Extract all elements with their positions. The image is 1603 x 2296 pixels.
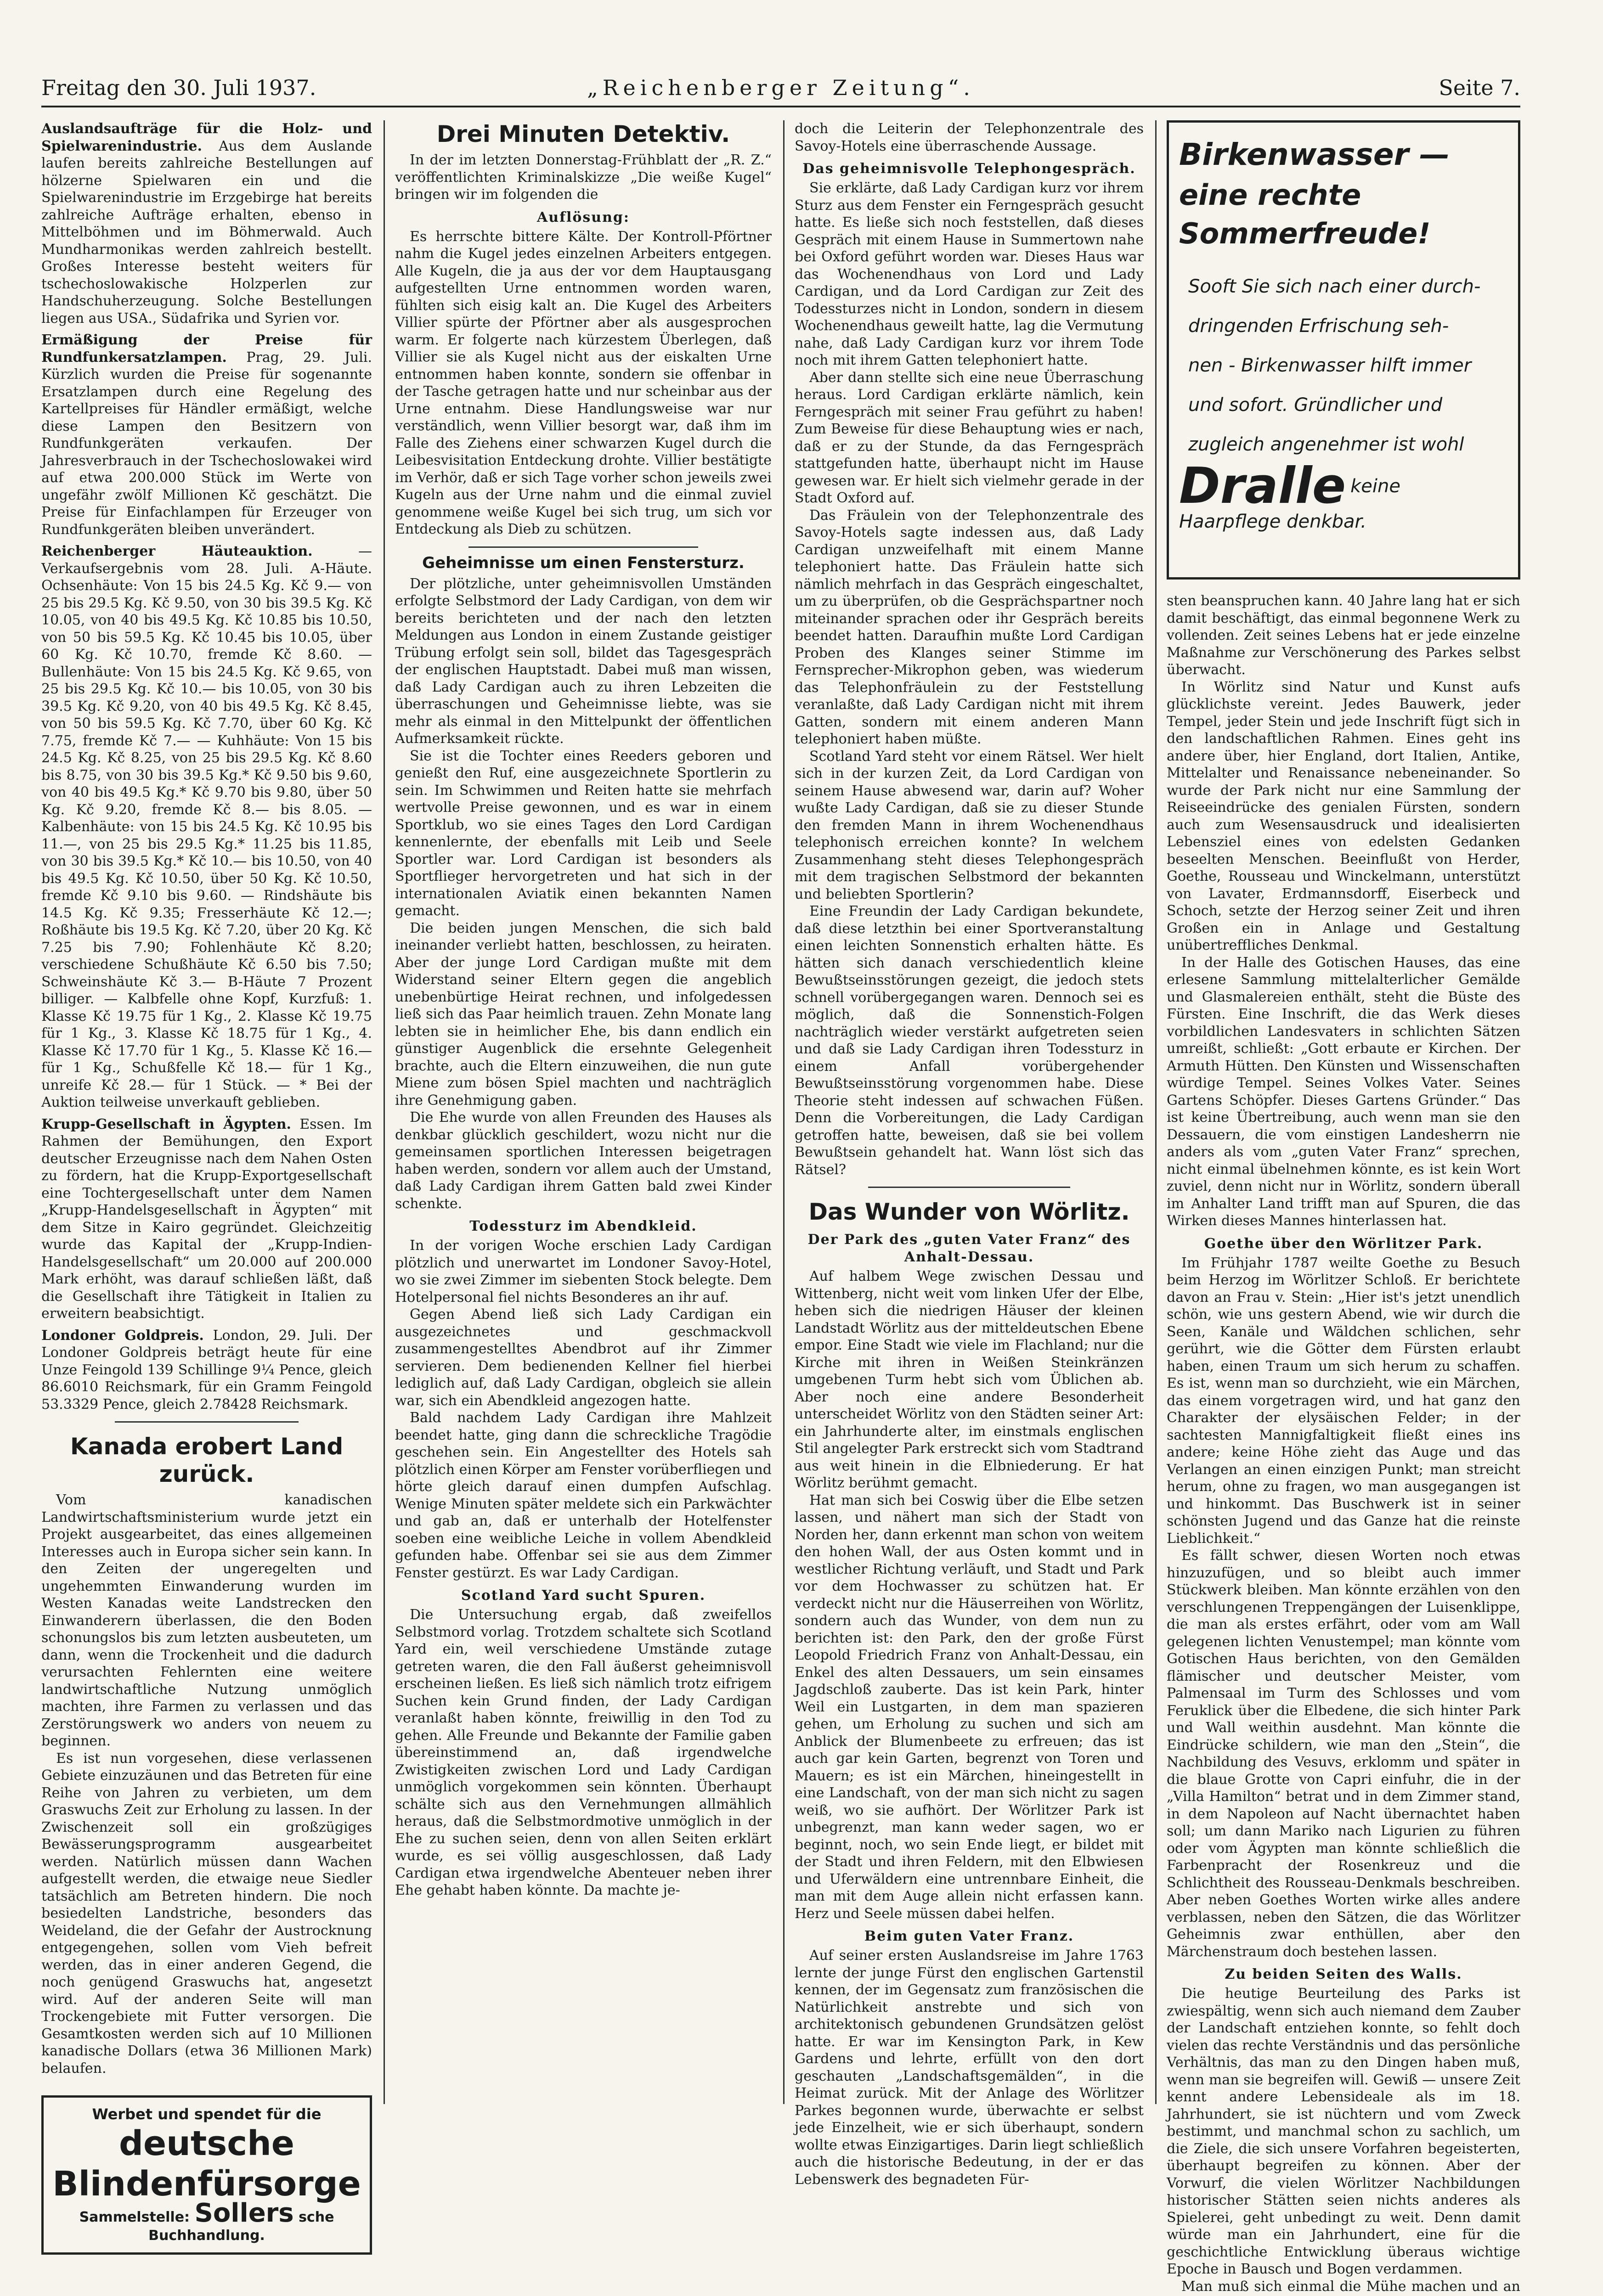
article-paragraph: Die Ehe wurde von allen Freunden des Hauses als denkbar glücklich geschildert, wozu nicht nur die gemeinsamen sportlichen Interessen beigetragen haben werden, sondern vor allem auch der Umstand, daß Lady Cardigan ihrem Gatten bald zwei Kinder schenkte. (395, 1109, 772, 1212)
ad-headline: Birkenwasser — (1179, 134, 1508, 176)
article-paragraph: Das Fräulein von der Telephonzentrale des Savoy-Hotels sagte indessen aus, daß Lady Cardigan unzweifelhaft mit einem Manne telephoniert hatte. Das Fräulein hatte sich nämlich mehrfach in das Gespräch eingeschaltet, um zu überprüfen, ob die Gesprächspartner noch miteinander sprachen oder ihr Gespräch bereits beendet hatten. Daraufhin mußte Lord Cardigan Proben des Klanges seiner Stimme im Fernsprecher-Mikrophon geben, was wiederum das Telephonfräulein zu der Feststellung veranlaßte, daß Lady Cardigan nicht mit ihrem Gatten, sondern mit einem anderen Mann telephoniert haben müßte. (795, 507, 1144, 748)
header-date: Freitag den 30. Juli 1937. (41, 75, 316, 100)
header-paper-name: „Reichenberger Zeitung“. (41, 75, 1520, 100)
advertisement-birkenwasser (1167, 120, 1520, 580)
article-paragraph: Eine Freundin der Lady Cardigan bekundete, daß diese letzthin bei einer Sportveranstaltung einen leichten Sonnenstich erhalten hätte. Es hätten sich danach verschiedentlich kleine Bewußtseinsstörungen gezeigt, die jedoch stets schnell vorübergegangen waren. Dennoch sei es möglich, daß die Sonnenstich-Folgen nachträglich wieder verstärkt aufgetreten seien und daß sie Lady Cardigan ihren Todessturz in einem Anfall vorübergehender Bewußtseinsstörung vorgenommen habe. Diese Theorie steht indessen auf schwachen Füßen. Denn die Vorbereitungen, die Lady Cardigan getroffen hatte, beweisen, daß sie bei vollem Bewußtsein gehandelt hat. Wann löst sich das Rätsel? (795, 903, 1144, 1178)
article-paragraph: Hat man sich bei Coswig über die Elbe setzen lassen, und nähert man sich der Stadt von Norden her, dann erkennt man schon von weitem den hohen Wall, der aus Osten kommt und in westlicher Richtung verläuft, und Stadt und Park vor dem Hochwasser zu schützen hat. Er verdeckt nicht nur die Häuserreihen von Wörlitz, sondern auch das Wunder, von dem nun zu berichten ist: den Park, den der große Fürst Leopold Friedrich Franz von Anhalt-Dessau, ein Enkel des alten Dessauers, um sein einsames Jagdschloß zauberte. Das ist kein Park, hinter Weil ein Lustgarten, in dem man spazieren gehen, um Erholung zu suchen und sich am Anblick der Blumenbeete zu erfreuen; das ist auch gar kein Garten, begrenzt von Toren und Mauern; es ist ein Märchen, hineingestellt in eine Landschaft, von der man sich nicht zu sagen weiß, wo sie aufhört. Der Wörlitzer Park ist unbegrenzt, man kann weder sagen, wo er beginnt, noch, wo sein Ende liegt, er bildet mit der Stadt und ihren Feldern, mit den Elbwiesen und Uferwäldern eine untrennbare Einheit, die man mit dem Auge allein nicht erfassen kann. Herz und Seele müssen dabei helfen. (795, 1492, 1144, 1923)
article-paragraph: Es herrschte bittere Kälte. Der Kontroll-Pförtner nahm die Kugel jedes einzelnen Arbeiters entgegen. Alle Kugeln, die ja aus der vor dem Hauptausgang aufgestellten Urne entnommen worden waren, fühlten sich eisig kalt an. Die Kugel des Arbeiters Villier spürte der Pförtner aber als ausgesprochen warm. Er folgerte nach kürzestem Überlegen, daß Villier sie als Kugel nicht aus der eiskalten Urne entnommen haben konnte, sondern sie offenbar in der Tasche getragen hatte und nur scheinbar aus der Urne entnahm. Diese Handlungsweise war nur verständlich, wenn Villier besorgt war, daß ihm im Falle des Ziehens einer schwarzen Kugel durch die Leibesvisitation Entdeckung drohte. Villier bestätigte im Verhör, daß er sich Tage vorher schon jeweils zwei Kugeln aus der Urne nahm und die einmal zuviel genommene weiße Kugel bei sich trug, um sich vor Entdeckung als Dieb zu schützen. (395, 228, 772, 538)
article-paragraph: In der im letzten Donnerstag-Frühblatt der „R. Z.“ veröffentlichten Kriminalskizze „Die weiße Kugel“ bringen wir im folgenden die (395, 152, 772, 203)
ad-title: deutsche Blindenfürsorge (49, 2123, 364, 2204)
column-woerlitz-continued (1167, 592, 1520, 2296)
column-economy (41, 120, 372, 2255)
subheading-park: Der Park des „guten Vater Franz“ des Anhalt-Dessau. (795, 1231, 1144, 1266)
column-detective (395, 120, 772, 1899)
ad-line: nen - Birkenwasser hilft immer (1188, 346, 1508, 385)
ad-line: Sammelstelle: Sollers sche Buchhandlung. (49, 2204, 364, 2245)
article-paragraph: Sie erklärte, daß Lady Cardigan kurz vor ihrem Sturz aus dem Fenster ein Ferngespräch gesucht hatte. Es ließe sich noch feststellen, daß dieses Gespräch mit einem Hause in Summertown nahe bei Oxford geführt worden war. Dieses Haus war das Wochenendhaus von Lord und Lady Cardigan, und da Lord Cardigan zur Zeit des Todessturzes nicht in London, sondern in diesem Wochenendhaus geweilt hatte, lag die Vermutung nahe, daß Lady Cardigan kurz vor ihrem Tode noch mit ihrem Gatten telephoniert hatte. (795, 180, 1144, 369)
article-paragraph: Vom kanadischen Landwirtschaftsministerium wurde jetzt ein Projekt ausgearbeitet, das eines allgemeinen Interesses auch in Europa sicher sein kann. In den Zeiten der ungeregelten und ungehemmten Einwanderung wurden im Westen Kanadas weite Landstrecken den Einwanderern überlassen, die den Boden schonungslos bis zum letzten ausbeuteten, um dann, wenn die Trockenheit und die dadurch verursachten Fehlernten eine weitere landwirtschaftliche Nutzung unmöglich machten, ihre Farmen zu verlassen und das Zerstörungswerk wo anders von neuem zu beginnen. (41, 1491, 372, 1750)
subheading-aufloesung: Auflösung: (395, 209, 772, 226)
subheading-goethe: Goethe über den Wörlitzer Park. (1167, 1235, 1520, 1253)
article-paragraph: Scotland Yard steht vor einem Rätsel. Wer hielt sich in der kurzen Zeit, da Lord Cardigan von seinem Hause abwesend war, darin auf? Woher wußte Lady Cardigan, daß sie zu dieser Stunde den fremden Mann in ihrem Wochenendhaus telephonisch erreichen konnte? In welchem Zusammenhang steht dieses Telephongespräch mit dem tragischen Selbstmord der bekannten und beliebten Sportlerin? (795, 748, 1144, 903)
article-paragraph: Es fällt schwer, diesen Worten noch etwas hinzuzufügen, und so bleibt auch immer Stückwerk bleiben. Man könnte erzählen von den verschlungenen Treppengängen der Luisenklippe, die man als erstes erfährt, oder vom am Wall gelegenen lichten Venustempel; man könnte vom Gotischen Haus berichten, von den Gemälden flämischer und deutscher Meister, vom Palmensaal im Turm des Schlosses und vom Feruklick über die Elbedene, die sich hinter Park und Wall weithin ausdehnt. Man könnte die Eindrücke schildern, wie man den „Stein“, die Nachbildung des Vesuvs, erklomm und später in die blaue Grotte von Capri einfuhr, die in der „Villa Hamilton“ betrat und in dem Zimmer stand, in dem Napoleon auf Nacht übernachtet haben soll; um dann Mariko nach Ligurien zu führen oder vom Ägypten man könnte schließlich die Farbenpracht der Rosenkreuz und die Schlichtheit des Rousseau-Denkmals beschreiben. Aber neben Goethes Worten wirke alles andere verblassen, neben den Sätzen, die das Wörlitzer Geheimnis zwar enthüllen, aber den Märchenstraum doch bestehen lassen. (1167, 1547, 1520, 1960)
subheading-todessturz: Todessturz im Abendkleid. (395, 1218, 772, 1235)
article-paragraph: Londoner Goldpreis. London, 29. Juli. Der Londoner Goldpreis beträgt heute für eine Unze Feingold 139 Schillinge 9¼ Pence, gleich 86.6010 Reichsmark, für ein Gramm Feingold 53.3329 Pence, gleich 2.78428 Reichsmark. (41, 1327, 372, 1413)
headline-woerlitz: Das Wunder von Wörlitz. (795, 1198, 1144, 1226)
article-paragraph: In der Halle des Gotischen Hauses, das eine erlesene Sammlung mittelalterlicher Gemälde und Glasmalereien enthält, steht die Büste des Fürsten. Eine Inschrift, die das Werk dieses vorbildlichen Landesvaters in schlichten Sätzen umreißt, schließt: „Gott erbaute er Kirchen. Der Armuth Hütten. Den Künsten und Wissenschaften würdige Tempel. Seines Volkes Vater. Seines Gartens Schöpfer. Dieses Gartens Gründer.“ Das ist keine Übertreibung, auch wenn man sie den Dessauern, die vom einstigen Landesherrn nie anders als vom „guten Vater Franz“ sprechen, nicht einmal übelnehmen könnte, es ist kein Wort zuviel, denn nicht nur in Wörlitz, sondern überall im Anhalter Land trifft man auf Spuren, die das Wirken dieses Mannes hinterlassen hat. (1167, 954, 1520, 1230)
subheading-telephongespraech: Das geheimnisvolle Telephongespräch. (795, 160, 1144, 178)
ad-brand-line (1179, 461, 1508, 532)
article-paragraph: Sie ist die Tochter eines Reeders geboren und genießt den Ruf, eine ausgezeichnete Sportlerin zu sein. Im Schwimmen und Reiten hatte sie mehrfach wertvolle Preise gewonnen, und es war in einem Sportklub, wo sie eines Tages den Lord Cardigan kennenlernte, der ebenfalls mit Leib und Seele Sportler war. Lord Cardigan ist besonders als Sportflieger hervorgetreten und hat sich in der internationalen Aviatik einen bekannten Namen gemacht. (395, 748, 772, 920)
article-paragraph: Bald nachdem Lady Cardigan ihre Mahlzeit beendet hatte, ging dann die schreckliche Tragödie geschehen sein. Ein Angestellter des Hotels sah plötzlich einen Körper am Fenster vorüberfliegen und hörte gleich darauf einen dumpfen Aufschlag. Wenige Minuten später meldete sich ein Parkwächter und gab an, daß er unterhalb der Hotelfenster soeben eine weibliche Leiche in vollem Abendkleid gefunden habe. Offenbar sei sie aus dem Zimmer Fenster gestürzt. Es war Lady Cardigan. (395, 1409, 772, 1581)
subheading-vater-franz: Beim guten Vater Franz. (795, 1928, 1144, 1945)
column-rule (1155, 120, 1157, 2104)
ad-body (1179, 267, 1508, 464)
article-paragraph: Die Untersuchung ergab, daß zweifellos Selbstmord vorlag. Trotzdem schaltete sich Scotland Yard ein, weil verschiedene Umstände zutage getreten waren, die den Fall äußerst geheimnisvoll erscheinen ließen. Es ließ sich nämlich trotz eifrigem Suchen kein Grund finden, der Lady Cardigan veranlaßt haben könnte, freiwillig in den Tod zu gehen. Alle Freunde und Bekannte der Familie gaben übereinstimmend an, daß irgendwelche Zwistigkeiten zwischen Lord und Lady Cardigan unmöglich vorgekommen sein könnten. Überhaupt schälte sich aus den Vernehmungen allmählich heraus, daß die Selbstmordmotive unmöglich in der Ehe zu suchen seien, denn von allen Seiten erklärt wurde, es sei völlig ausgeschlossen, daß Lady Cardigan etwa irgendwelche Abenteuer neben ihrer Ehe gehabt haben könnte. Da machte je- (395, 1606, 772, 1899)
ad-line: und sofort. Gründlicher und (1188, 385, 1508, 425)
article-paragraph: Im Frühjahr 1787 weilte Goethe zu Besuch beim Herzog im Wörlitzer Schloß. Er berichtete davon an Frau v. Stein: „Hier ist's jetzt unendlich schön, wie uns gestern Abend, wie wir durch die Seen, Kanäle und Wäldchen schlichen, sehr gerührt, wie die Götter dem Fürsten erlaubt haben, einen Traum um sich herum zu schaffen. Es ist, wenn man so durchzieht, wie ein Märchen, das einem vorgetragen wird, und hat ganz den Charakter der elysäischen Felder; in der sachtesten Mannigfaltigkeit fließt eines ins andere; keine Höhe zieht das Auge und das Verlangen an einen einzigen Punkt; man streicht herum, ohne zu fragen, wo man ausgegangen ist und hinkommt. Das Buschwerk ist in seiner schönsten Jugend und das Ganze hat die reinste Lieblichkeit.“ (1167, 1255, 1520, 1548)
advertisement-blindenfuersorge (41, 2095, 372, 2255)
header-page-number: Seite 7. (1439, 75, 1520, 100)
column-rule (783, 120, 785, 2104)
article-paragraph: Auf seiner ersten Auslandsreise im Jahre 1763 lernte der junge Fürst den englischen Gartenstil kennen, der im Gegensatz zum französischen die Natürlichkeit anstrebte und sich von architektonisch gebundenen Grundsätzen gelöst hatte. Er war im Kensington Park, in Kew Gardens und lehrte, erfüllt von den dort geschauten „Landschaftsgemälden“, in die Heimat zurück. Mit der Anlage des Wörlitzer Parkes begonnen wurde, überwachte er selbst jede Einzelheit, wie er sich überhaupt, sondern wollte etwas Einzigartiges. Darin liegt schließlich auch die historische Bedeutung, in der er das Lebenswerk des begnadeten Für- (795, 1947, 1144, 2188)
headline-fenstersturz: Geheimnisse um einen Fenstersturz. (395, 553, 772, 573)
article-paragraph: Aber dann stellte sich eine neue Überraschung heraus. Lord Cardigan erklärte nämlich, kein Ferngespräch mit seiner Frau geführt zu haben! Zum Beweise für diese Behauptung wies er nach, daß er zu der Stunde, da das Ferngespräch stattgefunden hatte, überhaupt nicht im Hause gewesen war. Er hielt sich vielmehr gerade in der Stadt Oxford auf. (795, 369, 1144, 507)
article-paragraph: doch die Leiterin der Telephonzentrale des Savoy-Hotels eine überraschende Aussage. (795, 120, 1144, 155)
headline-kanada: Kanada erobert Land zurück. (41, 1433, 372, 1488)
article-paragraph: Die beiden jungen Menschen, die sich bald ineinander verliebt hatten, beschlossen, zu heiraten. Aber der junge Lord Cardigan mußte mit dem Widerstand seiner Eltern gegen die angeblich unebenbürtige Heirat rechnen, und infolgedessen ließ sich das Paar heimlich trauen. Zehn Monate lang lebten sie in heimlicher Ehe, bis dann endlich ein günstiger Augenblick die ersehnte Gelegenheit brachte, auch die Eltern einzuweihen, die nun gute Miene zum bösen Spiel machten und nachträglich ihre Genehmigung gaben. (395, 920, 772, 1109)
article-paragraph: Auslandsaufträge für die Holz- und Spielwarenindustrie. Aus dem Auslande laufen bereits zahlreiche Bestellungen auf hölzerne Spielwaren ein und die Spielwarenindustrie im Erzgebirge hat bereits zahlreiche Aufträge erhalten, ebenso in Mittelböhmen und im Böhmerwald. Auch Mundharmonikas werden zahlreich bestellt. Großes Interesse besteht weiters für tschechoslowakische Holzperlen zur Handschuherzeugung. Solche Bestellungen liegen aus USA., Südafrika und Syrien vor. (41, 120, 372, 327)
article-paragraph: Man muß sich einmal die Mühe machen und an (1167, 2278, 1520, 2296)
ad-brand: Dralle (1179, 461, 1346, 511)
article-paragraph: Krupp-Gesellschaft in Ägypten. Essen. Im Rahmen der Bemühungen, den Export deutscher Erzeugnisse nach dem Nahen Osten zu fördern, hat die Krupp-Exportgesellschaft eine Tochtergesellschaft unter dem Namen „Krupp-Handelsgesellschaft in Ägypten“ mit dem Sitze in Kairo gegründet. Gleichzeitig wurde das Kapital der „Krupp-Indien-Handelsgesellschaft“ um 20.000 auf 200.000 Mark erhöht, was darauf schließen läßt, daß die Gesellschaft ihre Tätigkeit in Italien zu erweitern beabsichtigt. (41, 1116, 372, 1322)
article-paragraph: In der vorigen Woche erschien Lady Cardigan plötzlich und unerwartet im Londoner Savoy-Hotel, wo sie zwei Zimmer im siebenten Stock belegte. Dem Hotelpersonal fiel nichts Besonderes an ihr auf. (395, 1237, 772, 1306)
article-paragraph: Der plötzliche, unter geheimnisvollen Umständen erfolgte Selbstmord der Lady Cardigan, von dem wir bereits berichteten und der nach den letzten Meldungen aus London in einem Zustande geistiger Trübung erfolgt sein soll, bildet das Tagesgespräch der englischen Hauptstadt. Dabei muß man wissen, daß Lady Cardigan auch zu ihren Lebzeiten die überraschungen und Geheimnisse liebte, was sie mehr als einmal in den Mittelpunkt der öffentlichen Aufmerksamkeit rückte. (395, 575, 772, 748)
ad-line: Werbet und spendet für die (49, 2105, 364, 2123)
ad-line: dringenden Erfrischung seh- (1188, 306, 1508, 346)
article-paragraph: In Wörlitz sind Natur und Kunst aufs glücklichste vereint. Jedes Bauwerk, jeder Tempel, jeder Stein und jede Inschrift fügt sich in den landschaftlichen Rahmen. Eines geht ins andere über, hier England, dort Italien, Antike, Mittelalter und Renaissance nebeneinander. So wurde der Park nicht nur eine Sammlung der Reiseeindrücke des genialen Fürsten, sondern auch zum Wesensausdruck und idealisierten Lebensziel eines von edelsten Gedanken beseelten Menschen. Beeinflußt von Herder, Goethe, Rousseau und Winckelmann, unterstützt von Lavater, Erdmannsdorff, Eiserbeck und Schoch, setzte der Herzog seiner Zeit und ihren Großen ein in Anlage und Gestaltung unübertreffliches Denkmal. (1167, 679, 1520, 954)
subheading-scotland-yard: Scotland Yard sucht Spuren. (395, 1587, 772, 1604)
subheading-seiten-walls: Zu beiden Seiten des Walls. (1167, 1966, 1520, 1983)
article-paragraph: Auf halbem Wege zwischen Dessau und Wittenberg, nicht weit vom linken Ufer der Elbe, heben sich die niedrigen Häuser der kleinen Landstadt Wörlitz aus der mitteldeutschen Ebene empor. Eine Stadt wie viele im Flachland; nur die Kirche mit ihren in Weißen Steinkränzen umgebenen Turm hebt sich vom Üblichen ab. Aber noch eine andere Besonderheit unterscheidet Wörlitz von den Städten seiner Art: ein Jahrhunderte alter, im einstmals englischen Stil angelegter Park erstreckt sich vom Stadtrand aus weit hinein in die Elbniederung. Er hat Wörlitz berühmt gemacht. (795, 1268, 1144, 1492)
page-header (41, 73, 1520, 107)
article-paragraph: Gegen Abend ließ sich Lady Cardigan ein ausgezeichnetes und geschmackvoll zusammengestelltes Abendbrot auf ihr Zimmer servieren. Dem bedienenden Kellner fiel hierbei lediglich auf, daß Lady Cardigan, obgleich sie allein war, sich ein Abendkleid angezogen hatte. (395, 1306, 772, 1409)
headline-detektiv: Drei Minuten Detektiv. (395, 120, 772, 148)
column-cardigan-woerlitz (795, 120, 1144, 2188)
column-rule (384, 120, 385, 2104)
ad-headline: eine rechte Sommerfreude! (1179, 176, 1508, 253)
article-paragraph: sten beanspruchen kann. 40 Jahre lang hat er sich damit beschäftigt, das einmal begonnene Werk zu vollenden. Zeit seines Lebens hat er jede einzelne Maßnahme zur Verschönerung des Parkes selbst überwacht. (1167, 592, 1520, 679)
ad-line: Sooft Sie sich nach einer durch- (1188, 267, 1508, 306)
ad-line: keine Haarpflege denkbar. (1179, 476, 1400, 532)
article-paragraph: Es ist nun vorgesehen, diese verlassenen Gebiete einzuzäunen und das Betreten für eine Reihe von Jahren zu verbieten, um dem Graswuchs Zeit zur Erholung zu lassen. In der Zwischenzeit soll ein großzügiges Bewässerungsprogramm ausgearbeitet werden. Natürlich müssen dann Wachen aufgestellt werden, die etwaige neue Siedler tatsächlich am Betreten hindern. Die noch besiedelten Landstriche, besonders das Weideland, die der Gefahr der Austrocknung entgegengehen, sollen vom Vieh befreit werden, das in einer anderen Gegend, die noch genügend Graswuchs hat, angesetzt wird. Auf der anderen Seite will man Trockengebiete mit Futter versorgen. Die Gesamtkosten werden sich auf 10 Millionen kanadische Dollars (etwa 36 Millionen Mark) belaufen. (41, 1750, 372, 2077)
article-paragraph: Ermäßigung der Preise für Rundfunkersatzlampen. Prag, 29. Juli. Kürzlich wurden die Preise für sogenannte Ersatzlampen durch eine Regelung des Kartellpreises für Händler ermäßigt, welche diese Lampen den Besitzern von Rundfunkgeräten verkaufen. Der Jahresverbrauch in der Tschechoslowakei wird auf etwa 200.000 Stück im Werte von ungefähr zwölf Millionen Kč geschätzt. Die Preise für Einfachlampen für Erzeuger von Rundfunkgeräten bleiben unverändert. (41, 332, 372, 538)
article-paragraph: Reichenberger Häuteauktion. — Verkaufsergebnis vom 28. Juli. A-Häute. Ochsenhäute: Von 15 bis 24.5 Kg. Kč 9.— von 25 bis 29.5 Kg. Kč 9.50, von 30 bis 39.5 Kg. Kč 10.05, von 40 bis 49.5 Kg. Kč 10.85 bis 10.50, von 50 bis 59.5 Kg. Kč 10.45 bis 10.05, über 60 Kg. Kč 10.70, fremde Kč 8.60. — Bullenhäute: Von 15 bis 24.5 Kg. Kč 9.65, von 25 bis 29.5 Kg. Kč 10.— bis 10.05, von 30 bis 39.5 Kg. Kč 9.20, von 40 bis 49.5 Kg. Kč 8.45, von 50 bis 59.5 Kg. Kč 7.70, über 60 Kg. Kč 7.75, fremde Kč 7.— — Kuhhäute: Von 15 bis 24.5 Kg. Kč 8.25, von 25 bis 29.5 Kg. Kč 8.60 bis 8.75, von 30 bis 39.5 Kg.* Kč 9.50 bis 9.60, von 40 bis 49.5 Kg.* Kč 9.70 bis 9.80, über 50 Kg. Kč 9.20, fremde Kč 8.— bis 8.05. — Kalbenhäute: von 15 bis 24.5 Kg. Kč 10.95 bis 11.—, von 25 bis 29.5 Kg.* 11.25 bis 11.85, von 30 bis 39.5 Kg.* Kč 10.— bis 10.50, von 40 bis 49.5 Kg. Kč 10.50, über 50 Kg. Kč 10.50, fremde Kč 9.10 bis 9.60. — Rindshäute bis 14.5 Kg. Kč 9.35; Fresserhäute Kč 12.—; Roßhäute bis 19.5 Kg. Kč 7.20, über 20 Kg. Kč 7.25 bis 7.90; Fohlenhäute Kč 8.20; verschiedene Schußhäute Kč 6.50 bis 7.50; Schweinshäute Kč 3.— B-Häute 7 Prozent billiger. — Kalbfelle ohne Kopf, Kurzfuß: 1. Klasse Kč 19.75 für 1 Kg., 2. Klasse Kč 19.75 für 1 Kg., 3. Klasse Kč 18.75 für 1 Kg., 4. Klasse Kč 17.70 für 1 Kg., 5. Klasse Kč 16.— für 1 Kg., Schußfelle Kč 18.— für 1 Kg., unreife Kč 28.— für 1 Stück. — * Bei der Auktion teilweise unverkauft geblieben. (41, 543, 372, 1111)
ad-line: zugleich angenehmer ist wohl (1188, 425, 1508, 464)
article-paragraph: Die heutige Beurteilung des Parks ist zwiespältig, wenn sich auch niemand dem Zauber der Landschaft entziehen konnte, so fehlt doch vielen das rechte Verständnis und das persönliche Verhältnis, das man zu den Dingen haben muß, wenn man sie begreifen will. Gewiß — unsere Zeit kennt andere Lebensideale als im 18. Jahrhundert, sie ist nüchtern und vom Zweck bestimmt, und manchmal schon zu sachlich, um die Ziele, die sich unsere Vorfahren begeisterten, überhaupt begreifen zu können. Aber der Vorwurf, die vielen Wörlitzer Nachbildungen historischer Stätten seien nichts anderes als Spielerei, geht unbedingt zu weit. Denn damit würde man ein Jahrhundert, eine für die geschichtliche Entwicklung überaus wichtige Epoche in Bausch und Bogen verdammen. (1167, 1985, 1520, 2278)
